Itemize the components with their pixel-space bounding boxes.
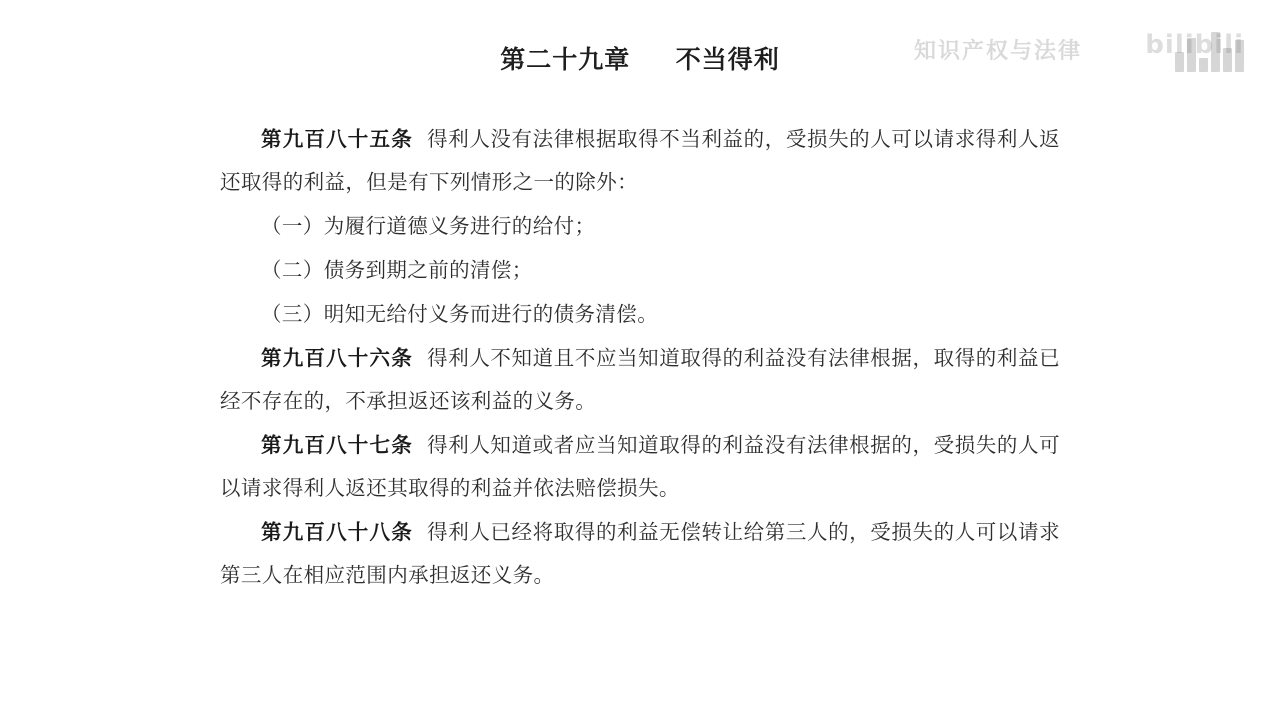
article-paragraph: [220, 337, 1060, 423]
article-text: 得利人知道或者应当知道取得的利益没有法律根据的，受损失的人可以请求得利人返还其取得的利益并依法赔偿损失。: [220, 433, 1061, 500]
document-body: [220, 76, 1060, 597]
article-number: 第九百八十八条: [261, 520, 413, 544]
list-item: （三）明知无给付义务而进行的债务清偿。: [261, 302, 659, 326]
chapter-number: 第二十九章: [500, 45, 631, 74]
article-number: 第九百八十七条: [261, 433, 413, 457]
article-text: 得利人不知道且不应当知道取得的利益没有法律根据，取得的利益已经不存在的，不承担返还该利益的义务。: [220, 346, 1061, 413]
list-item: （二）债务到期之前的清偿；: [261, 258, 533, 282]
chapter-name: 不当得利: [675, 45, 780, 74]
article-text: 得利人已经将取得的利益无偿转让给第三人的，受损失的人可以请求第三人在相应范围内承担返还义务。: [220, 520, 1061, 587]
watermark-brand-text: bilibili: [1145, 30, 1244, 60]
page-title: [0, 0, 1280, 76]
article-paragraph: [220, 118, 1060, 204]
article-paragraph: [220, 424, 1060, 510]
article-paragraph: [220, 511, 1060, 597]
article-number: 第九百八十五条: [261, 127, 413, 151]
watermark-text: 知识产权与法律: [914, 39, 1083, 64]
list-item: （一）为履行道德义务进行的给付；: [261, 214, 596, 238]
article-number: 第九百八十六条: [261, 346, 413, 370]
article-text: 得利人没有法律根据取得不当利益的，受损失的人可以请求得利人返还取得的利益，但是有下列情形之一的除外：: [220, 127, 1061, 194]
